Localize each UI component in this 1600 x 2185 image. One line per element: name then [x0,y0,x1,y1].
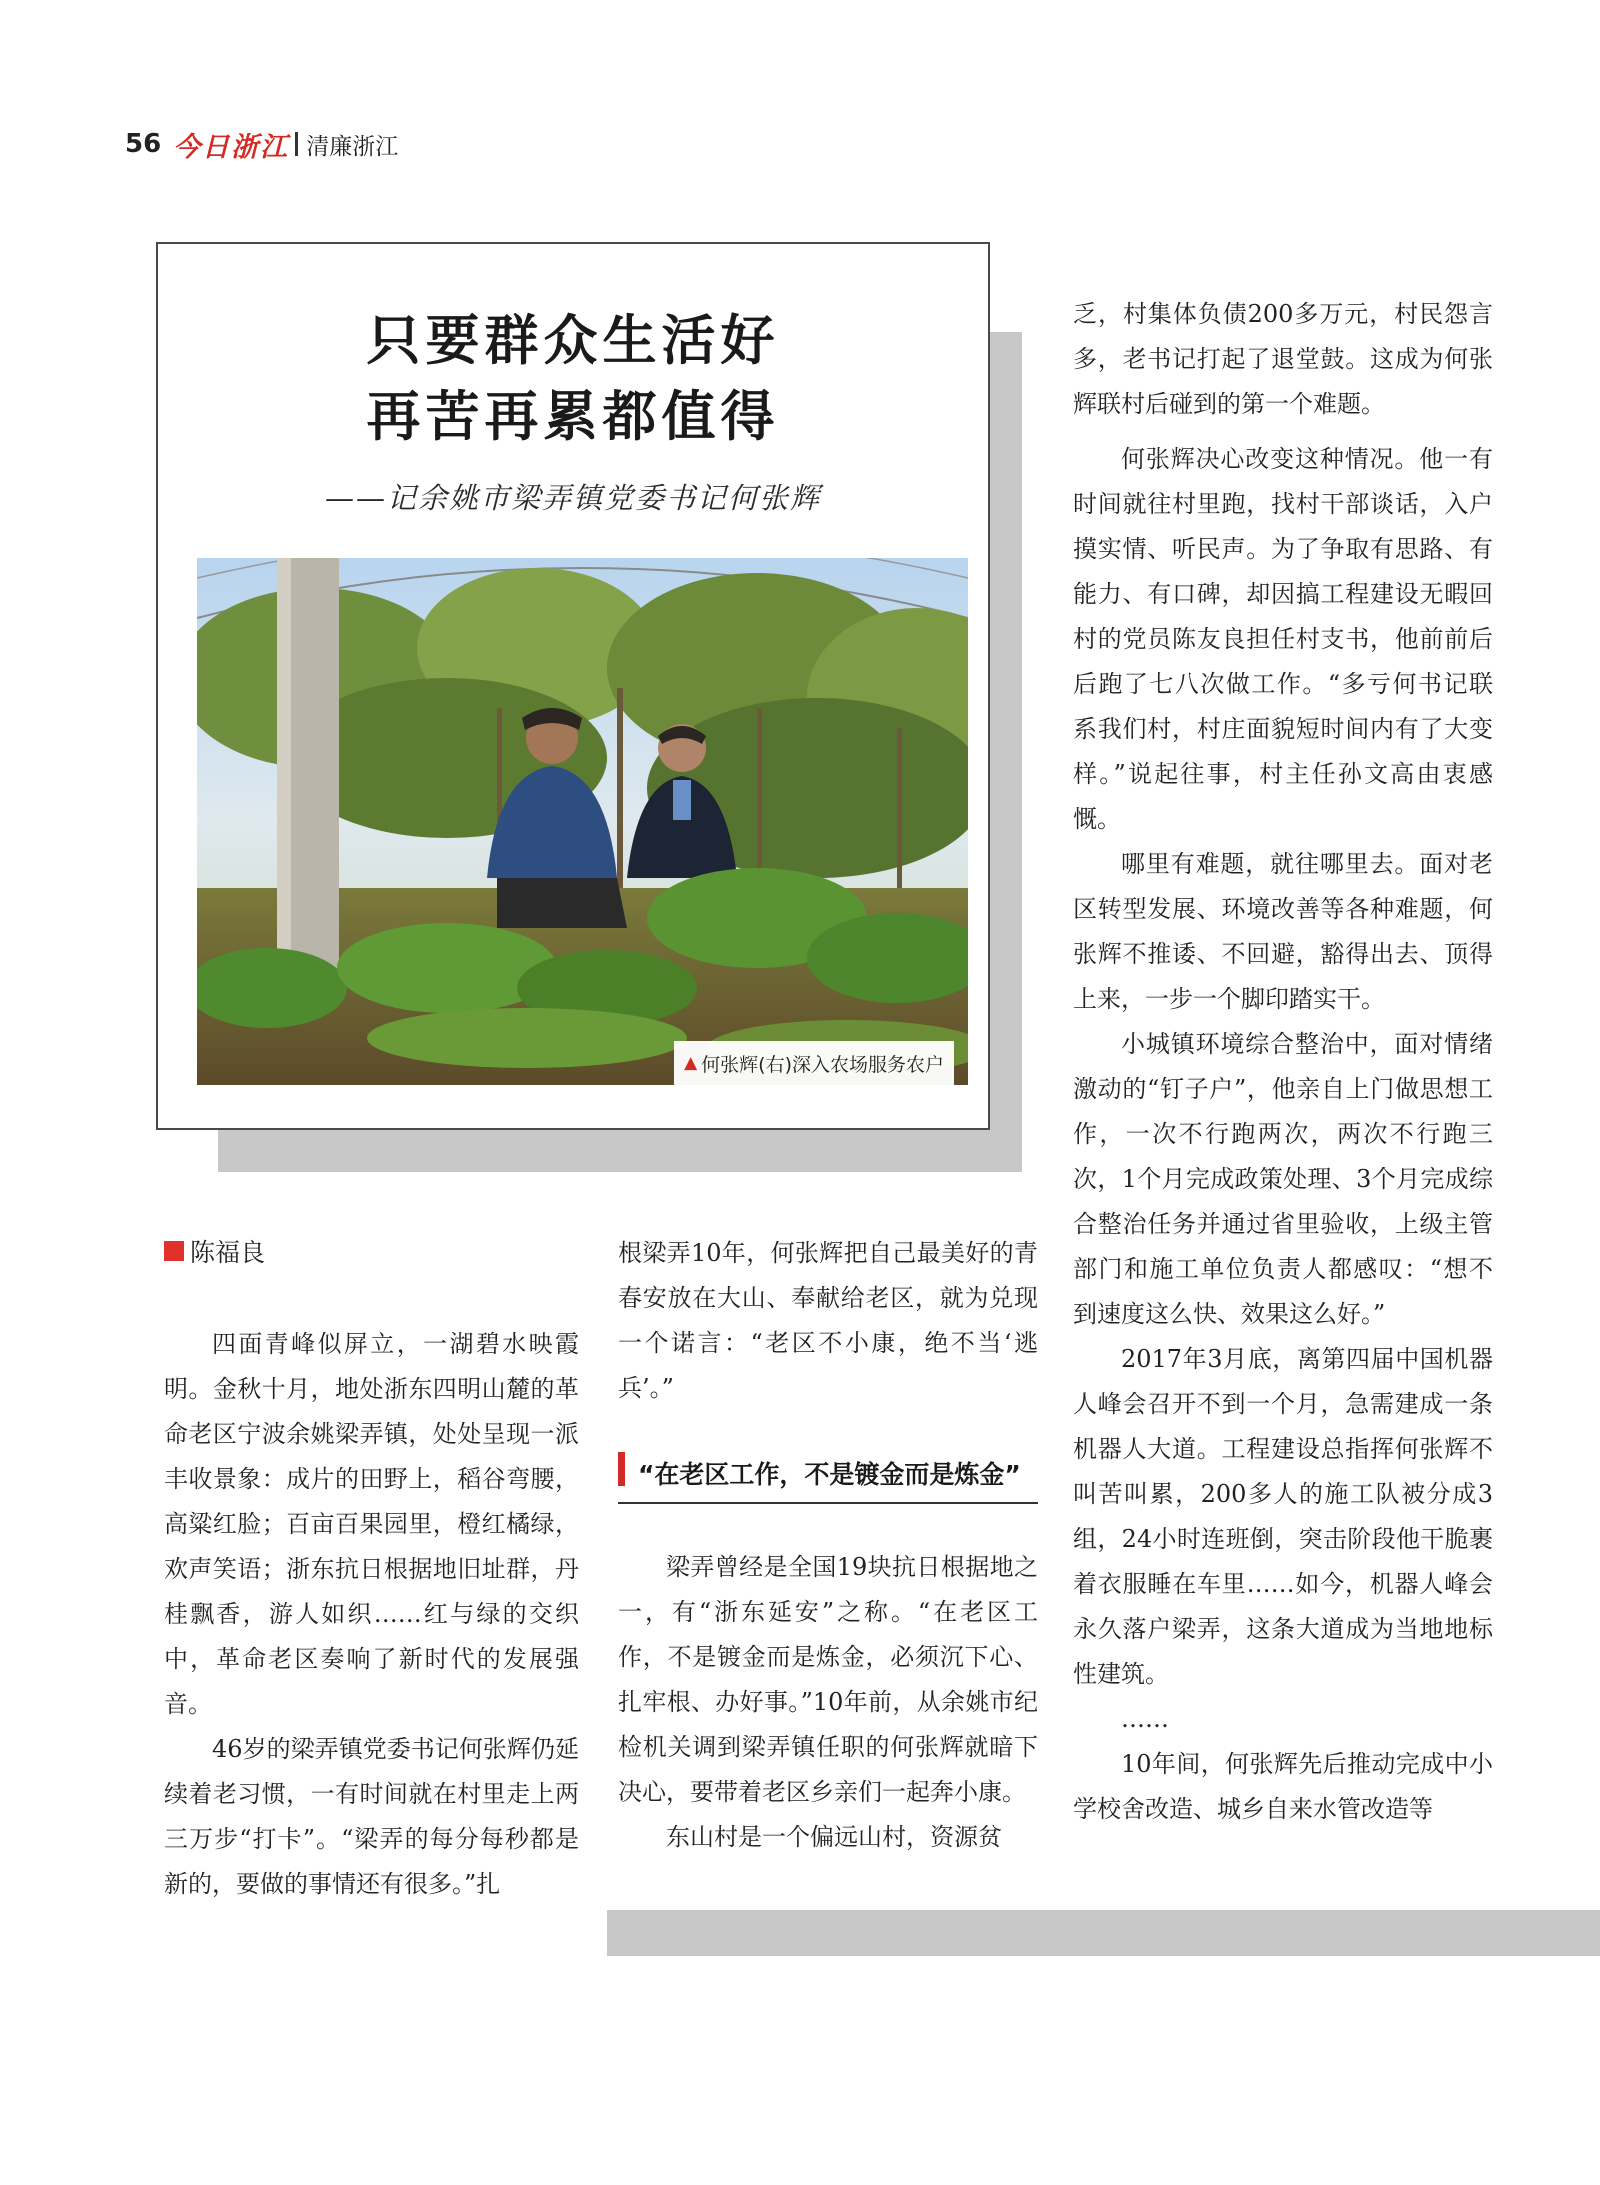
col2-paragraph-3: 东山村是一个偏远山村，资源贫 [666,1823,1002,1851]
bottom-gray-band [607,1910,1600,1956]
title-line-2: 再苦再累都值得 [366,384,780,448]
section-name: 清廉浙江 [306,133,399,160]
magazine-logo: 今日浙江 [173,131,290,163]
section-subheading [618,1446,1038,1504]
column-2-top [618,1231,1038,1411]
article-photo [197,558,968,1085]
column-3 [1073,292,1493,1832]
farm-photo-illustration [197,558,968,1085]
col3-paragraph-2: 何张辉决心改变这种情况。他一有时间就往村里跑，找村干部谈话，入户摸实情、听民声。为了争取有思路、有能力、有口碑，却因搞工程建设无暇回村的党员陈友良担任村支书，他前前后后跑了七八次做工作。“多亏何书记联系我们村，村庄面貌短时间内有了大变样。”说起往事，村主任孙文高由衷感慨。 [1073,445,1493,833]
col1-paragraph-2: 46岁的梁弄镇党委书记何张辉仍延续着老习惯，一有时间就在村里走上两三万步“打卡”。“梁弄的每分每秒都是新的，要做的事情还有很多。”扎 [164,1735,579,1898]
column-2-bottom [618,1545,1038,1860]
col3-paragraph-4: 小城镇环境综合整治中，面对情绪激动的“钉子户”，他亲自上门做思想工作，一次不行跑两次，两次不行跑三次，1个月完成政策处理、3个月完成综合整治任务并通过省里验收，上级主管部门和施工单位负责人都感叹：“想不到速度这么快、效果这么好。” [1073,1030,1493,1328]
col3-ellipsis: …… [1121,1705,1169,1733]
col3-paragraph-3: 哪里有难题，就往哪里去。面对老区转型发展、环境改善等各种难题，何张辉不推诿、不回避，豁得出去、顶得上来，一步一个脚印踏实干。 [1073,850,1493,1013]
col3-paragraph-6: 10年间，何张辉先后推动完成中小学校舍改造、城乡自来水管改造等 [1073,1750,1493,1823]
author-name: 陈福良 [190,1238,266,1267]
subheading-red-bar [618,1452,625,1486]
col2-paragraph-2: 梁弄曾经是全国19块抗日根据地之一，有“浙东延安”之称。“在老区工作，不是镀金而是炼金，必须沉下心、扎牢根、办好事。”10年前，从余姚市纪检机关调到梁弄镇任职的何张辉就暗下决心，要带着老区乡亲们一起奔小康。 [618,1553,1038,1806]
author-byline [164,1233,265,1269]
author-square-icon [164,1241,184,1261]
subheading-text: “在老区工作，不是镀金而是炼金” [638,1460,1021,1489]
col2-paragraph-1: 根梁弄10年，何张辉把自己最美好的青春安放在大山、奉献给老区，就为兑现一个诺言：“老区不小康，绝不当‘逃兵’。” [618,1239,1038,1402]
col3-paragraph-1: 乏，村集体负债200多万元，村民怨言多，老书记打起了退堂鼓。这成为何张辉联村后碰到的第一个难题。 [1073,300,1493,418]
title-line-1: 只要群众生活好 [366,308,780,372]
title-box-shadow-right [990,332,1022,1172]
caption-text: 何张辉(右)深入农场服务农户 [701,1053,944,1076]
photo-caption [674,1041,954,1085]
caption-triangle-icon: ▲ [684,1053,698,1073]
article-subtitle: ——记余姚市梁弄镇党委书记何张辉 [324,481,821,515]
page-header [125,124,398,164]
article-title [158,302,988,454]
col1-paragraph-1: 四面青峰似屏立，一湖碧水映霞明。金秋十月，地处浙东四明山麓的革命老区宁波余姚梁弄镇，处处呈现一派丰收景象：成片的田野上，稻谷弯腰，高粱红脸；百亩百果园里，橙红橘绿，欢声笑语；浙东抗日根据地旧址群，丹桂飘香，游人如织……红与绿的交织中，革命老区奏响了新时代的发展强音。 [164,1330,579,1718]
title-box [156,242,990,1130]
header-divider [295,132,298,156]
column-1 [164,1322,579,1907]
title-box-shadow-bottom [218,1130,1022,1172]
page-number: 56 [125,129,162,159]
col3-paragraph-5: 2017年3月底，离第四届中国机器人峰会召开不到一个月，急需建成一条机器人大道。工程建设总指挥何张辉不叫苦叫累，200多人的施工队被分成3组，24小时连班倒，突击阶段他干脆裹着衣服睡在车里……如今，机器人峰会永久落户梁弄，这条大道成为当地地标性建筑。 [1073,1345,1493,1688]
